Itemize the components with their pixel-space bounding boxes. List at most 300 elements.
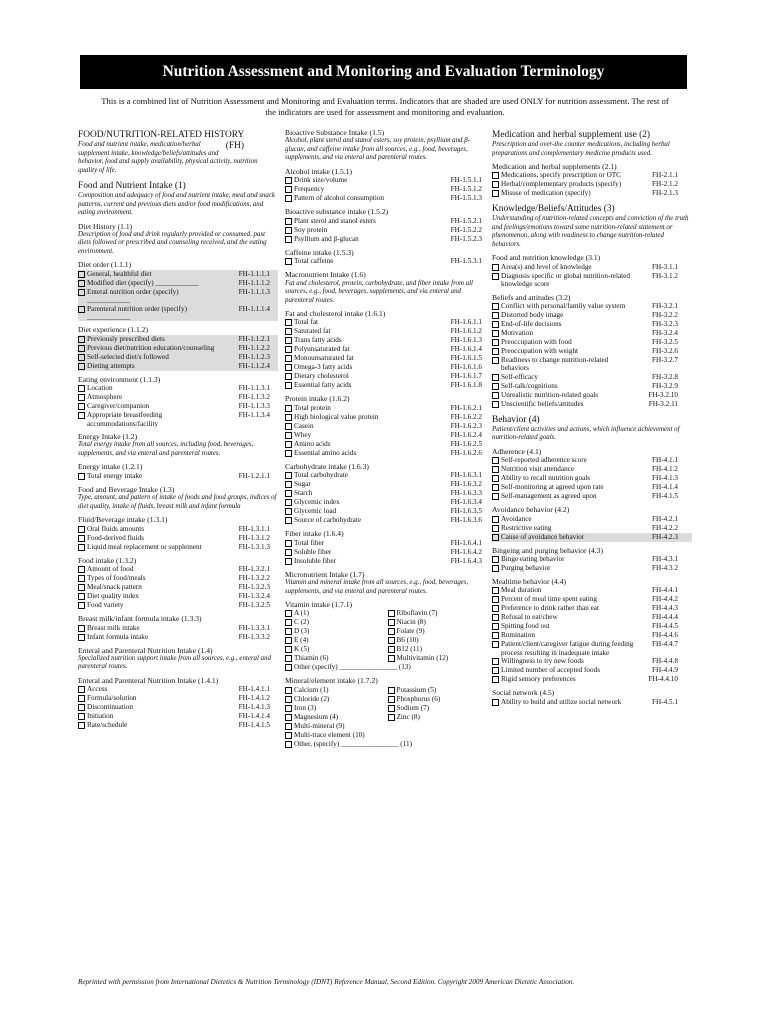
subsection-heading: Bioactive Substance Intake (1.5) — [285, 128, 385, 137]
item-code: FH-4.4.1 — [652, 586, 678, 595]
checkbox[interactable] — [285, 355, 292, 362]
checkbox[interactable] — [285, 490, 292, 497]
checkbox[interactable] — [285, 540, 292, 547]
checkbox[interactable] — [492, 676, 499, 683]
checkbox[interactable] — [78, 602, 85, 609]
item-code: FH-1.6.3.1 — [450, 471, 482, 480]
subsection-heading: Energy Intake (1.2) — [78, 432, 138, 442]
item-code: FH-1.6.1.1 — [450, 318, 482, 327]
checkbox[interactable] — [285, 186, 292, 193]
item-label: D (3) — [294, 627, 310, 636]
item-label: Self-management as agreed upon — [501, 492, 597, 501]
checkbox[interactable] — [492, 623, 499, 630]
checkbox[interactable] — [285, 646, 292, 653]
checkbox[interactable] — [78, 713, 85, 720]
checkbox[interactable] — [388, 655, 395, 662]
checkbox[interactable] — [285, 741, 292, 748]
checklist-item — [492, 456, 692, 465]
checkbox[interactable] — [388, 646, 395, 653]
item-label: Rigid sensory preferences — [501, 675, 576, 684]
checkbox[interactable] — [492, 374, 499, 381]
checkbox[interactable] — [78, 280, 85, 287]
item-code: FH-1.2.1.1 — [238, 471, 270, 480]
checkbox[interactable] — [285, 619, 292, 626]
checkbox[interactable] — [285, 696, 292, 703]
checkbox[interactable] — [78, 695, 85, 702]
checkbox[interactable] — [285, 517, 292, 524]
section-heading — [78, 130, 278, 151]
item-label: Total protein — [294, 403, 331, 412]
checklist-item — [285, 381, 490, 390]
item-label: Polyunsaturated fat — [294, 345, 350, 354]
checklist-item — [285, 609, 388, 618]
checkbox[interactable] — [78, 394, 85, 401]
item-label: Appropriate breastfeeding accommodations/facility — [87, 411, 163, 428]
item-label: B6 (10) — [396, 636, 419, 645]
section-heading — [492, 130, 692, 141]
checklist-item — [78, 344, 278, 353]
checkbox[interactable] — [492, 641, 499, 648]
checkbox[interactable] — [285, 328, 292, 335]
section-heading-text: Food and Nutrient Intake (1) — [78, 181, 186, 191]
checkbox[interactable] — [492, 484, 499, 491]
checklist-item — [492, 631, 692, 640]
subsection-heading: Alcohol intake (1.5.1) — [285, 166, 353, 176]
checklist-item — [492, 391, 692, 400]
checklist-item — [285, 185, 490, 194]
checkbox[interactable] — [492, 596, 499, 603]
item-label: Plant sterol and stanol esters — [294, 216, 376, 225]
checkbox[interactable] — [285, 472, 292, 479]
item-label: Self-reported adherence score — [501, 456, 587, 465]
checkbox[interactable] — [78, 289, 85, 296]
checkbox[interactable] — [285, 549, 292, 556]
checkbox[interactable] — [492, 273, 499, 280]
checklist-item — [285, 645, 388, 654]
item-code: FH-1.1.2.3 — [238, 352, 270, 361]
item-label: Starch — [294, 489, 313, 498]
checkbox[interactable] — [78, 354, 85, 361]
item-code: FH-1.6.2.4 — [450, 430, 482, 439]
checklist-item — [492, 272, 692, 289]
checkbox[interactable] — [285, 450, 292, 457]
checkbox[interactable] — [285, 441, 292, 448]
checkbox[interactable] — [78, 544, 85, 551]
checkbox[interactable] — [492, 330, 499, 337]
item-code: FH-4.4.4 — [652, 613, 678, 622]
section-description: Alcohol, plant sterol and stanol esters, soy protein, psyllium and β-glucan, and caffeine intake from all sources, e.g., food, beverages, supplements, and via enteral and parenteral routes. — [285, 137, 470, 162]
item-code: FH-1.3.2.4 — [238, 592, 270, 601]
checkbox[interactable] — [78, 271, 85, 278]
item-code: FH-1.5.2.1 — [450, 216, 482, 225]
item-label: Total energy intake — [87, 471, 143, 480]
footer-credit: Reprinted with permission from International Dietetics & Nutrition Terminology (IDNT) Reference Manual, Second Edition. Copyright 2009 American Dietetic Association. — [78, 978, 575, 986]
checklist-item — [78, 583, 278, 592]
item-label: Essential amino acids — [294, 448, 357, 457]
item-code: FH-3.2.5 — [652, 338, 678, 347]
item-code: FH-3.2.9 — [652, 381, 678, 390]
item-label: Distorted body image — [501, 311, 564, 320]
checkbox[interactable] — [492, 516, 499, 523]
item-label: Pattern of alcohol consumption — [294, 194, 385, 203]
checklist-item — [78, 601, 278, 610]
subsection-heading: Food and nutrition knowledge (3.1) — [492, 253, 601, 263]
item-code: FH-4.4.5 — [652, 622, 678, 631]
checkbox[interactable] — [492, 525, 499, 532]
checkbox[interactable] — [78, 704, 85, 711]
checkbox[interactable] — [492, 457, 499, 464]
item-label: Meal/snack pattern — [87, 583, 142, 592]
checkbox[interactable] — [285, 705, 292, 712]
checkbox[interactable] — [285, 610, 292, 617]
item-label: Self-talk/cognitions — [501, 381, 558, 390]
item-label: C (2) — [294, 618, 309, 627]
checklist-item — [492, 356, 692, 373]
checkbox[interactable] — [492, 475, 499, 482]
checkbox[interactable] — [492, 466, 499, 473]
item-label: Total fiber — [294, 538, 325, 547]
checkbox[interactable] — [78, 345, 85, 352]
item-label: Purging behavior — [501, 564, 551, 573]
checklist-pair — [285, 654, 490, 663]
checkbox[interactable] — [285, 714, 292, 721]
item-label: Limited number of accepted foods — [501, 666, 600, 675]
item-code: FH-1.6.2.6 — [450, 448, 482, 457]
checklist-pair — [285, 609, 490, 618]
checkbox[interactable] — [285, 414, 292, 421]
subsection-heading: Protein intake (1.6.2) — [285, 394, 350, 404]
checkbox[interactable] — [285, 423, 292, 430]
checkbox[interactable] — [492, 401, 499, 408]
checklist-item — [388, 704, 491, 713]
checkbox[interactable] — [492, 348, 499, 355]
item-label: General, healthful diet — [87, 269, 152, 278]
item-label: Self-selected diet/s followed — [87, 352, 169, 361]
checklist-item — [285, 731, 490, 740]
checkbox[interactable] — [78, 686, 85, 693]
checkbox[interactable] — [492, 614, 499, 621]
checkbox[interactable] — [492, 383, 499, 390]
item-code: FH-3.1.1 — [652, 262, 678, 271]
checkbox[interactable] — [285, 481, 292, 488]
item-code: FH-3.2.10 — [648, 390, 678, 399]
item-code: FH-1.1.1.3 — [238, 287, 270, 296]
item-label: Self-monitoring at agreed upon rate — [501, 483, 604, 492]
checklist-item — [388, 695, 491, 704]
item-label: Self-efficacy — [501, 372, 538, 381]
checklist-item — [388, 686, 491, 695]
item-label: Zinc (8) — [396, 712, 420, 721]
checkbox[interactable] — [285, 218, 292, 225]
checkbox[interactable] — [285, 432, 292, 439]
checklist-item — [285, 557, 490, 566]
item-label: Source of carbohydrate — [294, 516, 362, 525]
item-code: FH-1.3.3.1 — [238, 623, 270, 632]
checkbox[interactable] — [285, 227, 292, 234]
item-label: A (1) — [294, 609, 309, 618]
checkbox[interactable] — [78, 722, 85, 729]
item-label: Amino acids — [294, 439, 331, 448]
checklist-pair — [285, 686, 490, 695]
item-code: FH-4.1.4 — [652, 483, 678, 492]
section-description: Prescription and over-the counter medications, including herbal preparations and complementary medicine products used. — [492, 141, 670, 157]
checkbox[interactable] — [285, 337, 292, 344]
checklist-item — [285, 663, 490, 672]
checkbox[interactable] — [285, 373, 292, 380]
checkbox[interactable] — [78, 625, 85, 632]
item-code: FH-1.6.4.2 — [450, 547, 482, 556]
checkbox[interactable] — [78, 566, 85, 573]
checkbox[interactable] — [492, 534, 499, 541]
item-code: FH-4.5.1 — [652, 697, 678, 706]
checkbox[interactable] — [78, 306, 85, 313]
item-label: Food variety — [87, 601, 124, 610]
checkbox[interactable] — [285, 258, 292, 265]
item-label: Phosphorus (6) — [396, 694, 441, 703]
checklist-pair — [285, 636, 490, 645]
item-label: Monounsaturated fat — [294, 354, 354, 363]
checkbox[interactable] — [78, 336, 85, 343]
subsection-heading: Adherence (4.1) — [492, 446, 542, 456]
intro-text: This is a combined list of Nutrition Assessment and Monitoring and Evaluation terms. Indicators that are shaded are used ONLY for nutrition assessment. The rest of the indicators are used for assessment and monitoring and evaluation. — [101, 96, 669, 117]
checkbox[interactable] — [285, 637, 292, 644]
checkbox[interactable] — [492, 321, 499, 328]
item-code: FH-3.2.7 — [652, 356, 678, 365]
item-label: Refusal to eat/chew — [501, 613, 558, 622]
checklist-item — [492, 675, 692, 684]
item-label: Formula/solution — [87, 694, 137, 703]
item-code: FH-1.6.1.2 — [450, 327, 482, 336]
item-code: FH-4.4.10 — [648, 675, 678, 684]
subsection-heading: Fluid/Beverage intake (1.3.1) — [78, 515, 168, 525]
checkbox[interactable] — [388, 687, 395, 694]
checklist-item — [78, 574, 278, 583]
subsection-heading: Bingeing and purging behavior (4.3) — [492, 545, 604, 555]
item-label: Medications, specify prescription or OTC — [501, 171, 621, 180]
checkbox[interactable] — [492, 357, 499, 364]
checklist-item — [285, 636, 388, 645]
subsection-heading: Social network (4.5) — [492, 688, 555, 698]
item-code: FH-1.5.1.3 — [450, 194, 482, 203]
checkbox[interactable] — [492, 632, 499, 639]
checklist-item — [78, 534, 278, 543]
checkbox[interactable] — [78, 403, 85, 410]
checkbox[interactable] — [285, 732, 292, 739]
checklist-item — [492, 595, 692, 604]
checkbox[interactable] — [285, 687, 292, 694]
checklist-item — [78, 543, 278, 552]
checkbox[interactable] — [285, 558, 292, 565]
item-label: Nutrition visit attendance — [501, 465, 575, 474]
checkbox[interactable] — [78, 584, 85, 591]
item-code: FH-1.3.2.5 — [238, 601, 270, 610]
subsection-heading: Micronutrient Intake (1.7) — [285, 569, 365, 579]
checklist-item — [492, 483, 692, 492]
item-code: FH-1.6.3.5 — [450, 507, 482, 516]
checkbox[interactable] — [78, 526, 85, 533]
checkbox[interactable] — [492, 181, 499, 188]
section-heading-text: Behavior (4) — [492, 414, 540, 425]
checkbox[interactable] — [388, 628, 395, 635]
item-label: Food-derived fluids — [87, 533, 144, 542]
checkbox[interactable] — [492, 264, 499, 271]
checklist-item — [285, 363, 490, 372]
checklist-item — [285, 740, 490, 749]
item-label: Glycemic load — [294, 507, 337, 516]
checkbox[interactable] — [78, 634, 85, 641]
checkbox[interactable] — [492, 667, 499, 674]
checkbox[interactable] — [285, 405, 292, 412]
checkbox[interactable] — [492, 303, 499, 310]
checklist-item — [492, 189, 692, 198]
checkbox[interactable] — [285, 723, 292, 730]
item-code: FH-4.4.8 — [652, 657, 678, 666]
item-label: Unscientific beliefs/attitudes — [501, 399, 584, 408]
item-label: Cause of avoidance behavior — [501, 532, 585, 541]
item-code: FH-1.6.1.8 — [450, 381, 482, 390]
item-label: Binge eating behavior — [501, 555, 565, 564]
checkbox[interactable] — [285, 195, 292, 202]
item-label: Essential fatty acids — [294, 381, 352, 390]
checklist-item — [285, 354, 490, 363]
checkbox[interactable] — [492, 605, 499, 612]
item-code: FH-2.1.2 — [652, 180, 678, 189]
item-label: Previous diet/nutrition education/counseling — [87, 343, 215, 352]
checkbox[interactable] — [285, 177, 292, 184]
checklist-item — [285, 327, 490, 336]
checklist-item — [388, 636, 491, 645]
checklist-item — [78, 712, 278, 721]
item-code: FH-3.2.6 — [652, 347, 678, 356]
item-label: Patient/client/caregiver fatigue during feeding process resulting in inadequate intake — [501, 640, 634, 657]
item-code: FH-1.6.2.1 — [450, 403, 482, 412]
item-label: Omega-3 fatty acids — [294, 363, 353, 372]
section-description: Patient/client activities and actions, which influence achievement of nutrition-related goals. — [492, 425, 680, 442]
checkbox[interactable] — [492, 587, 499, 594]
checklist-item — [285, 257, 490, 266]
checklist-item — [492, 263, 692, 272]
checkbox[interactable] — [388, 705, 395, 712]
item-label: Multi-trace element (10) — [294, 730, 365, 739]
item-code: FH-4.4.3 — [652, 604, 678, 613]
checkbox[interactable] — [78, 412, 85, 419]
item-code: FH-1.6.2.5 — [450, 439, 482, 448]
item-label: Psyllium and β-glucan — [294, 234, 359, 243]
checkbox[interactable] — [78, 535, 85, 542]
checklist-item — [492, 302, 692, 311]
item-code: FH-1.1.3.2 — [238, 393, 270, 402]
item-code: FH-1.4.1.1 — [238, 685, 270, 694]
checkbox[interactable] — [78, 575, 85, 582]
checklist-item — [78, 565, 278, 574]
checkbox[interactable] — [285, 346, 292, 353]
section-heading-text: Medication and herbal supplement use (2) — [492, 130, 651, 140]
checkbox[interactable] — [388, 610, 395, 617]
checkbox[interactable] — [285, 628, 292, 635]
checkbox[interactable] — [388, 714, 395, 721]
checklist-item — [285, 413, 490, 422]
section-heading — [492, 204, 692, 215]
checkbox[interactable] — [388, 637, 395, 644]
subsection-heading: Diet History (1.1) — [78, 221, 133, 231]
checkbox[interactable] — [285, 664, 292, 671]
checkbox[interactable] — [78, 385, 85, 392]
checklist-pair — [285, 713, 490, 722]
checkbox[interactable] — [492, 190, 499, 197]
checklist-item — [285, 345, 490, 354]
item-label: Ability to recall nutrition goals — [501, 474, 591, 483]
item-label: Multi-mineral (9) — [294, 721, 345, 730]
item-code: FH-1.1.1.1 — [238, 269, 270, 278]
item-code: FH-1.1.2.2 — [238, 343, 270, 352]
item-label: Riboflavin (7) — [396, 609, 438, 618]
checklist-item — [492, 492, 692, 501]
item-label: Preference to drink rather than eat — [501, 604, 599, 613]
checkbox[interactable] — [285, 236, 292, 243]
checkbox[interactable] — [388, 696, 395, 703]
checkbox[interactable] — [388, 619, 395, 626]
item-label: Avoidance — [501, 514, 532, 523]
checkbox[interactable] — [492, 172, 499, 179]
checkbox[interactable] — [285, 319, 292, 326]
checkbox[interactable] — [492, 565, 499, 572]
checklist-item — [492, 604, 692, 613]
checkbox[interactable] — [492, 556, 499, 563]
checkbox[interactable] — [492, 312, 499, 319]
section-heading — [78, 181, 278, 192]
checklist-item — [388, 609, 491, 618]
item-label: Initiation — [87, 712, 114, 721]
checkbox[interactable] — [78, 593, 85, 600]
checklist-item — [492, 180, 692, 189]
checkbox[interactable] — [492, 493, 499, 500]
checkbox[interactable] — [285, 382, 292, 389]
checklist-item — [78, 411, 278, 428]
checkbox[interactable] — [492, 392, 499, 399]
item-code: FH-1.6.3.3 — [450, 489, 482, 498]
checkbox[interactable] — [78, 363, 85, 370]
item-code: FH-3.2.3 — [652, 320, 678, 329]
checkbox[interactable] — [492, 699, 499, 706]
item-label: Insoluble fiber — [294, 556, 337, 565]
checklist-item — [285, 318, 490, 327]
section-description: Description of food and drink regularly provided or consumed, past diets followed or prescribed and counseling received, and the eating environment. — [78, 230, 267, 255]
checklist-pair — [285, 695, 490, 704]
item-code: FH-3.2.8 — [652, 372, 678, 381]
item-label: Readiness to change nutrition-related behaviors — [501, 356, 609, 373]
item-label: Percent of meal time spent eating — [501, 595, 597, 604]
item-code: FH-1.5.2.2 — [450, 225, 482, 234]
checkbox[interactable] — [285, 499, 292, 506]
checkbox[interactable] — [285, 508, 292, 515]
item-code: FH-1.3.2.2 — [238, 574, 270, 583]
checklist-item — [388, 713, 491, 722]
item-label: Soluble fiber — [294, 547, 332, 556]
subsection-heading: Energy intake (1.2.1) — [78, 462, 143, 472]
checklist-item — [285, 516, 490, 525]
subsection-heading: Beliefs and attitudes (3.2) — [492, 292, 571, 302]
item-label: Rate/schedule — [87, 721, 128, 730]
item-label: Chloride (2) — [294, 694, 330, 703]
item-code: FH-1.1.1.2 — [238, 278, 270, 287]
checkbox[interactable] — [78, 473, 85, 480]
checkbox[interactable] — [285, 364, 292, 371]
checkbox[interactable] — [492, 339, 499, 346]
checkbox[interactable] — [285, 655, 292, 662]
checkbox[interactable] — [492, 658, 499, 665]
item-code: FH-1.1.3.3 — [238, 402, 270, 411]
item-label: Frequency — [294, 185, 325, 194]
